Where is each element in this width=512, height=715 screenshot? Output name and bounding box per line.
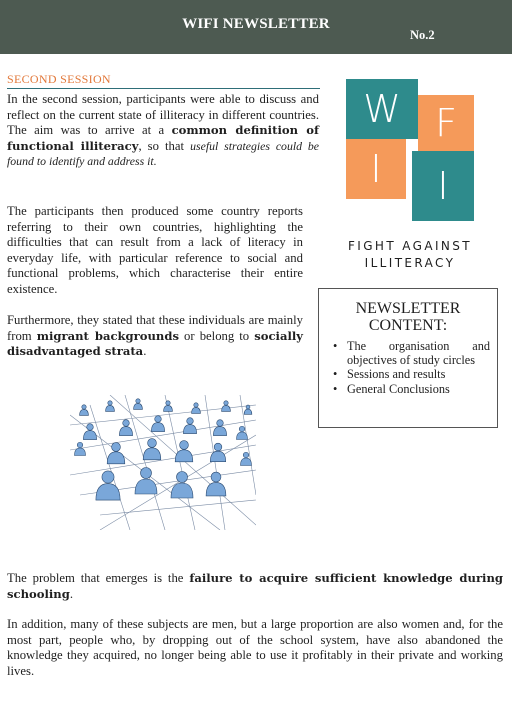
person-icon	[222, 401, 231, 412]
section-heading: SECOND SESSION	[7, 72, 320, 89]
newsletter-title: WIFI NEWSLETTER	[182, 16, 330, 32]
highlight-failure-knowledge: failure to acquire sufficient knowledge during schooling	[7, 571, 503, 601]
person-icon	[119, 420, 132, 436]
bullet-icon: •	[333, 367, 338, 382]
person-icon	[183, 418, 196, 434]
logo-tile-f	[418, 95, 474, 151]
logo-tile-i2	[412, 151, 474, 221]
content-box-title-line1: NEWSLETTER	[355, 300, 461, 317]
person-icon	[143, 439, 161, 460]
newsletter-content-box	[318, 288, 498, 428]
paragraph-problem-end: .	[69, 586, 73, 601]
content-list-item	[329, 367, 490, 381]
person-icon	[175, 441, 193, 462]
people-network-illustration	[70, 395, 256, 530]
paragraph-backgrounds-text: Furthermore, they stated that these individuals are mainly from	[7, 313, 303, 343]
highlight-migrant-backgrounds: migrant backgrounds	[36, 328, 179, 343]
highlight-useful-strategies: useful strategies could be found to identify and address it.	[7, 138, 319, 169]
bullet-icon: •	[333, 381, 338, 396]
people-icons-group	[75, 399, 252, 500]
logo-caption-line2: ILLITERACY	[364, 256, 456, 270]
paragraph-problem-text: The problem that emerges is the	[7, 571, 190, 585]
bullet-icon: •	[333, 339, 338, 353]
logo-letter-w: W	[363, 87, 401, 131]
person-icon	[244, 405, 252, 414]
person-icon	[151, 416, 164, 432]
paragraph-backgrounds-text-2: or belong to	[179, 328, 255, 343]
person-icon	[83, 424, 96, 440]
wifi-logo	[346, 79, 474, 221]
person-icon	[135, 468, 157, 495]
content-list	[329, 339, 490, 396]
content-list-item	[329, 382, 490, 396]
paragraph-backgrounds	[7, 313, 303, 360]
person-icon	[241, 452, 252, 465]
logo-letter-f: F	[435, 101, 457, 145]
person-icon	[106, 401, 115, 412]
person-icon	[96, 471, 120, 500]
paragraph-intro-text: In the second session, participants were able to discuss and reflect on the current state of illiteracy in different countries. The aim was to arrive at a	[7, 92, 319, 138]
highlight-socially-disadvantaged: socially disadvantaged strata	[7, 328, 303, 359]
person-icon	[80, 405, 89, 416]
logo-letter-i1: I	[370, 147, 382, 191]
person-icon	[134, 399, 143, 410]
content-box-title	[319, 300, 497, 334]
person-icon	[206, 472, 226, 496]
paragraph-intro	[7, 92, 319, 170]
content-box-title-line2: CONTENT:	[368, 317, 448, 334]
logo-letter-i2: I	[437, 164, 449, 208]
person-icon	[164, 401, 173, 412]
content-list-item	[329, 339, 490, 367]
content-item-label: Sessions and results	[347, 367, 446, 382]
newsletter-header	[0, 0, 512, 54]
logo-caption-line1: FIGHT AGAINST	[347, 239, 473, 253]
person-icon	[192, 403, 201, 414]
paragraph-problem	[7, 571, 503, 602]
issue-number: No.2	[410, 28, 435, 42]
content-item-label: General Conclusions	[347, 381, 450, 396]
person-icon	[213, 420, 226, 436]
paragraph-backgrounds-end: .	[143, 344, 147, 359]
logo-tile-i1	[346, 139, 406, 199]
highlight-common-definition: common definition of functional illiteracy	[7, 123, 319, 153]
logo-tile-w	[346, 79, 418, 139]
paragraph-dropout: In addition, many of these subjects are men, but a large proportion are also women and, for the most part, people who, by dropping out of the school system, have also abandoned the knowledge they acquired, no longer being able to use it profitably in their private and working lives.	[7, 617, 503, 678]
paragraph-intro-text-2: , so that	[138, 138, 191, 153]
content-item-label: The organisation and objectives of study circles	[347, 339, 490, 368]
paragraph-country-reports: The participants then produced some country reports referring to their own countries, highlighting the difficulties that can result from a lack of literacy in everyday life, with particular reference to social and functional problems, which characterise their entire existence.	[7, 204, 303, 296]
